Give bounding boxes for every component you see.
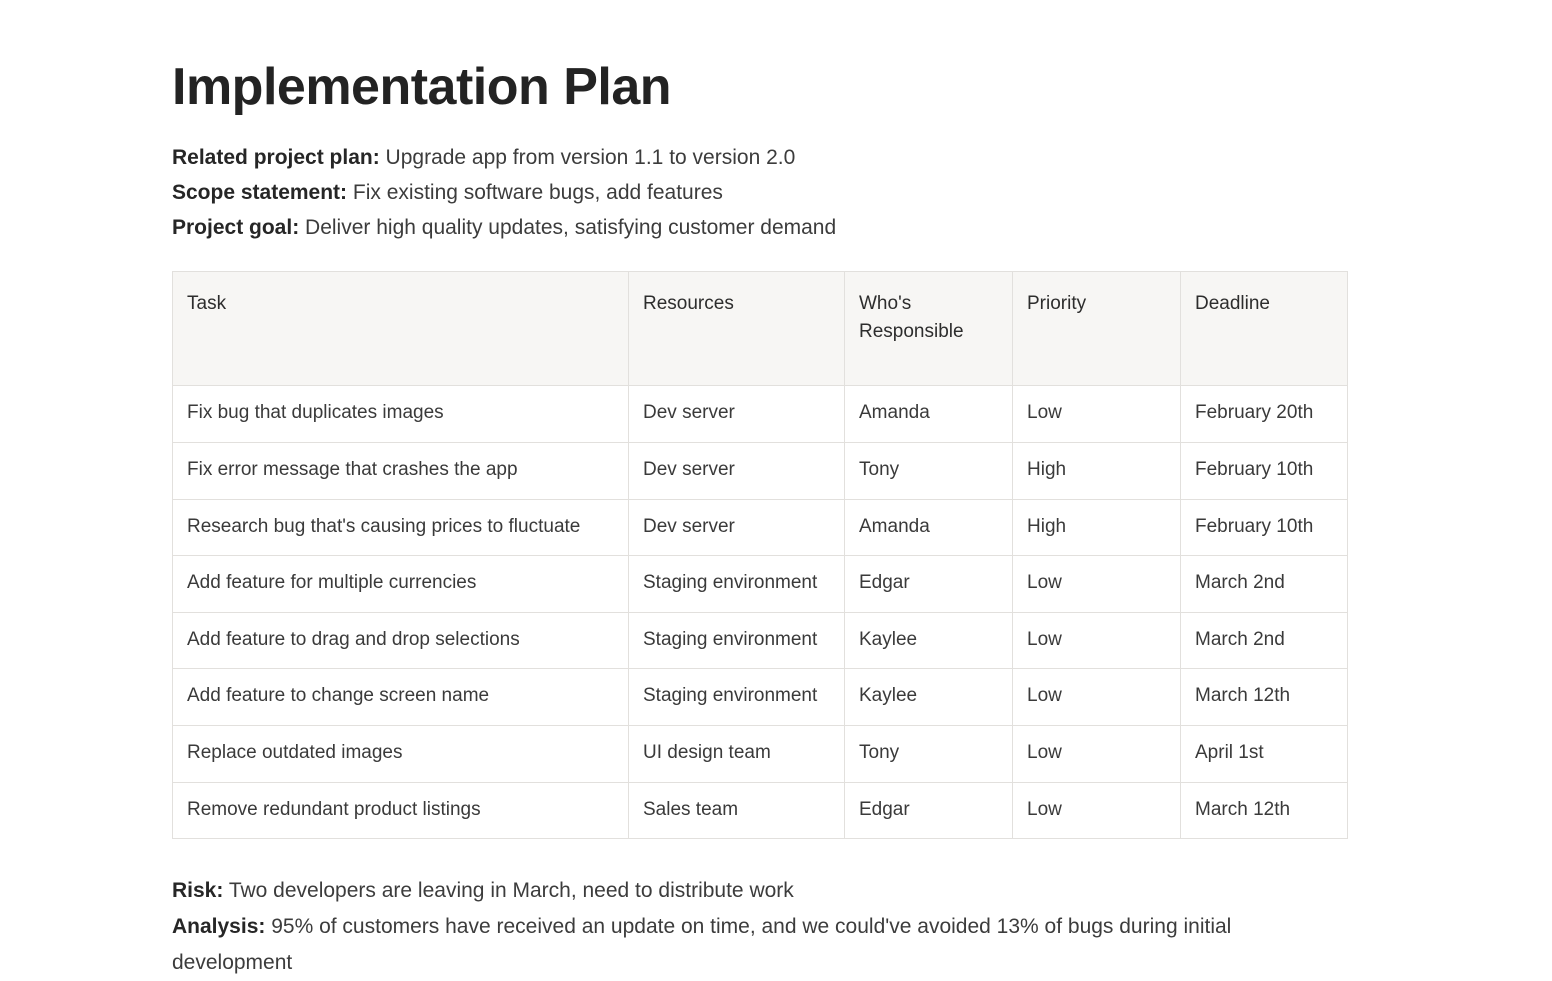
column-header-priority: Priority	[1013, 272, 1181, 386]
cell-resources: Dev server	[629, 386, 845, 443]
cell-priority: Low	[1013, 726, 1181, 783]
table-body	[173, 386, 1348, 839]
table-header-row	[173, 272, 1348, 386]
table-row	[173, 612, 1348, 669]
table-header	[173, 272, 1348, 386]
meta-label-related-project-plan: Related project plan:	[172, 146, 380, 170]
cell-deadline: March 2nd	[1181, 556, 1348, 613]
cell-deadline: March 12th	[1181, 782, 1348, 839]
cell-deadline: February 20th	[1181, 386, 1348, 443]
meta-value-scope-statement: Fix existing software bugs, add features	[352, 181, 723, 205]
cell-resources: Sales team	[629, 782, 845, 839]
cell-priority: Low	[1013, 386, 1181, 443]
meta-line-project-goal	[172, 210, 1382, 245]
table-row	[173, 669, 1348, 726]
cell-deadline: February 10th	[1181, 443, 1348, 500]
cell-deadline: April 1st	[1181, 726, 1348, 783]
meta-value-project-goal: Deliver high quality updates, satisfying customer demand	[305, 216, 837, 240]
implementation-plan-table	[172, 271, 1348, 839]
cell-priority: High	[1013, 499, 1181, 556]
note-value-risk: Two developers are leaving in March, need to distribute work	[228, 879, 794, 903]
table-row	[173, 782, 1348, 839]
note-line-analysis	[172, 909, 1272, 981]
cell-task: Add feature for multiple currencies	[173, 556, 629, 613]
note-label-risk: Risk:	[172, 879, 224, 903]
project-meta-block	[172, 140, 1382, 245]
meta-label-project-goal: Project goal:	[172, 216, 300, 240]
table-row	[173, 726, 1348, 783]
cell-deadline: March 12th	[1181, 669, 1348, 726]
page-title: Implementation Plan	[172, 58, 672, 116]
cell-task: Add feature to drag and drop selections	[173, 612, 629, 669]
meta-line-related-project-plan	[172, 140, 1382, 175]
cell-priority: High	[1013, 443, 1181, 500]
cell-resources: Staging environment	[629, 556, 845, 613]
table-row	[173, 556, 1348, 613]
cell-task: Fix error message that crashes the app	[173, 443, 629, 500]
cell-responsible: Tony	[845, 443, 1013, 500]
cell-responsible: Edgar	[845, 556, 1013, 613]
meta-label-scope-statement: Scope statement:	[172, 181, 348, 205]
cell-task: Research bug that's causing prices to fluctuate	[173, 499, 629, 556]
cell-responsible: Tony	[845, 726, 1013, 783]
table-row	[173, 386, 1348, 443]
cell-deadline: February 10th	[1181, 499, 1348, 556]
cell-responsible: Amanda	[845, 499, 1013, 556]
column-header-task: Task	[173, 272, 629, 386]
cell-priority: Low	[1013, 782, 1181, 839]
cell-resources: Dev server	[629, 499, 845, 556]
table-row	[173, 499, 1348, 556]
cell-responsible: Kaylee	[845, 669, 1013, 726]
note-line-risk	[172, 873, 1272, 909]
cell-resources: Staging environment	[629, 669, 845, 726]
cell-task: Add feature to change screen name	[173, 669, 629, 726]
cell-resources: UI design team	[629, 726, 845, 783]
meta-line-scope-statement	[172, 175, 1382, 210]
meta-value-related-project-plan: Upgrade app from version 1.1 to version 2.0	[385, 146, 796, 170]
column-header-deadline: Deadline	[1181, 272, 1348, 386]
notes-block	[172, 873, 1272, 981]
cell-task: Fix bug that duplicates images	[173, 386, 629, 443]
cell-deadline: March 2nd	[1181, 612, 1348, 669]
cell-responsible: Kaylee	[845, 612, 1013, 669]
note-label-analysis: Analysis:	[172, 915, 266, 939]
column-header-resources: Resources	[629, 272, 845, 386]
table-row	[173, 443, 1348, 500]
cell-resources: Staging environment	[629, 612, 845, 669]
cell-responsible: Amanda	[845, 386, 1013, 443]
note-value-analysis: 95% of customers have received an update on time, and we could've avoided 13% of bugs during initial development	[172, 915, 1232, 975]
cell-resources: Dev server	[629, 443, 845, 500]
column-header-whos-responsible: Who's Responsible	[845, 272, 1013, 386]
cell-task: Replace outdated images	[173, 726, 629, 783]
cell-task: Remove redundant product listings	[173, 782, 629, 839]
cell-priority: Low	[1013, 556, 1181, 613]
cell-priority: Low	[1013, 669, 1181, 726]
cell-priority: Low	[1013, 612, 1181, 669]
cell-responsible: Edgar	[845, 782, 1013, 839]
